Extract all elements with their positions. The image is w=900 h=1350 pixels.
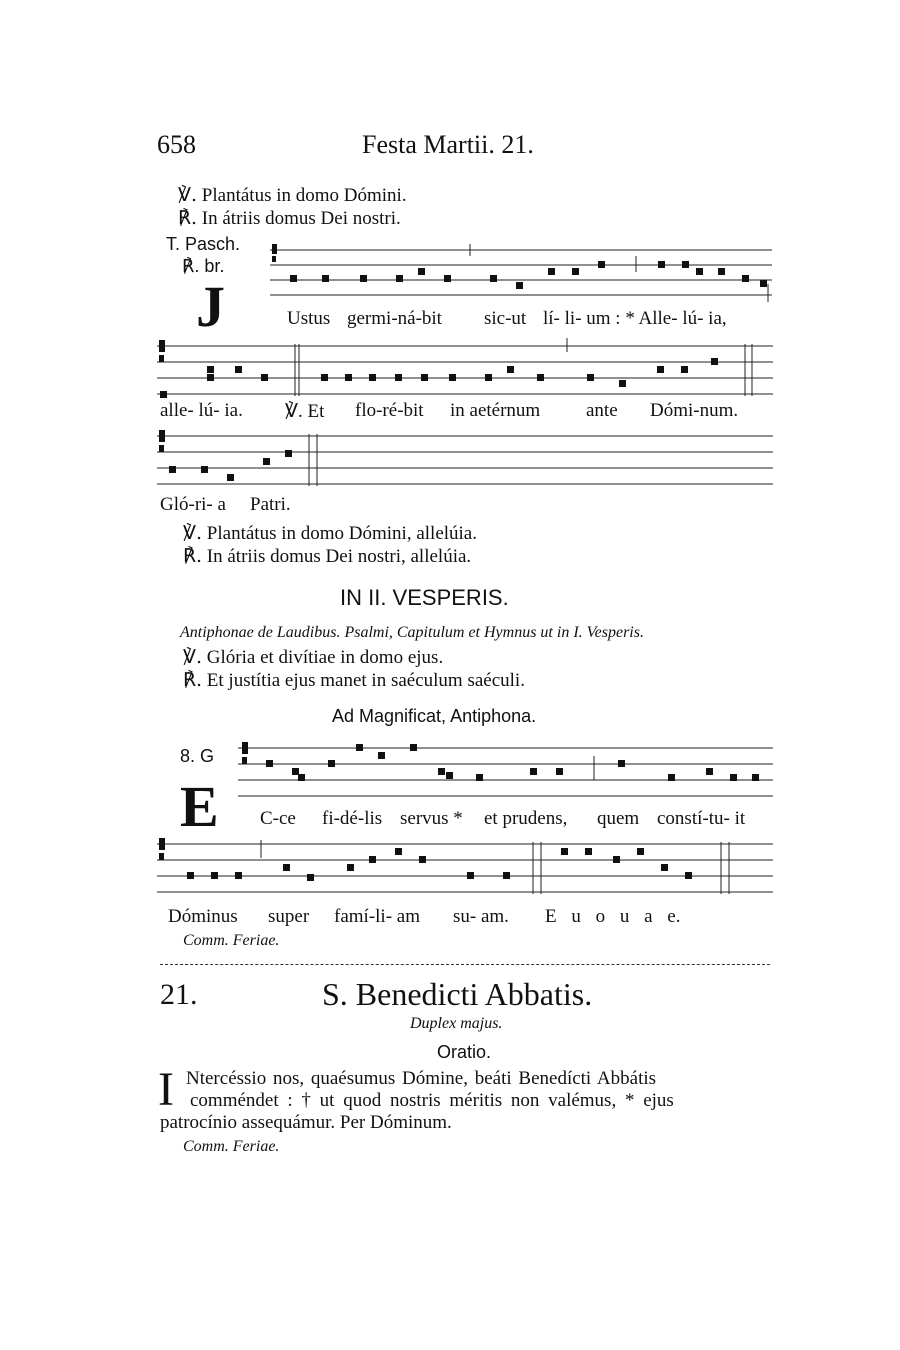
- music-staff-5: [157, 836, 775, 898]
- oratio-text-line: comméndet : † ut quod nostris méritis non valémus, * ejus: [190, 1090, 674, 1111]
- drop-cap-e: E: [180, 774, 219, 839]
- versicle-symbol: ℣.: [183, 522, 203, 544]
- drop-cap-i: I: [158, 1063, 174, 1116]
- response-line: [183, 545, 471, 568]
- versicle-line: [183, 522, 477, 545]
- versicle-line: [183, 646, 443, 669]
- lyric-syllable: germi-ná-bit: [347, 308, 442, 329]
- music-staff-4: [238, 740, 775, 806]
- response-symbol: ℟.: [178, 207, 198, 229]
- lyric-syllable: C-ce: [260, 808, 296, 829]
- lyric-syllable: Gló-ri- a: [160, 494, 226, 515]
- page-number: 658: [157, 130, 196, 159]
- lyric-syllable: lí- li- um : * Alle- lú- ia,: [543, 308, 727, 329]
- lyric-syllable: quem: [597, 808, 640, 829]
- lyric-syllable: fi-dé-lis: [322, 808, 383, 829]
- feast-day-number: 21.: [160, 978, 198, 1011]
- feast-title: S. Benedicti Abbatis.: [322, 976, 593, 1012]
- running-title: Festa Martii. 21.: [362, 130, 534, 159]
- commemoration-note: Comm. Feriae.: [183, 1138, 280, 1155]
- lyric-syllable: servus *: [400, 808, 463, 829]
- response-symbol: ℟.: [183, 545, 203, 567]
- lyric-syllable: ante: [586, 400, 618, 421]
- lyric-syllable: flo-ré-bit: [355, 400, 424, 421]
- drop-cap-j: J: [196, 274, 225, 339]
- lyric-syllable: Patri.: [250, 494, 291, 515]
- response-line: [178, 207, 401, 230]
- lyric-syllable: super: [268, 906, 310, 927]
- oratio-text-line: Ntercéssio nos, quaésumus Dómine, beáti Benedícti Abbátis: [186, 1068, 657, 1089]
- rubric: Antiphonae de Laudibus. Psalmi, Capitulum et Hymnus ut in I. Vesperis.: [180, 624, 644, 641]
- response-text: In átriis domus Dei nostri.: [201, 208, 401, 229]
- oratio-text-line: patrocínio assequámur. Per Dóminum.: [160, 1112, 452, 1133]
- section-heading: IN II. VESPERIS.: [340, 585, 509, 610]
- versicle-symbol: ℣.: [178, 184, 198, 206]
- versicle-symbol: ℣.: [183, 646, 203, 668]
- response-text: Et justítia ejus manet in saéculum saéculi.: [206, 670, 525, 691]
- lyric-syllable: in aetérnum: [450, 400, 541, 421]
- lyric-syllable: su- am.: [453, 906, 509, 927]
- lyric-syllable: alle- lú- ia.: [160, 400, 243, 421]
- paschal-label: T. Pasch.: [166, 234, 241, 254]
- music-staff-3: [157, 428, 775, 490]
- antiphon-title: Ad Magnificat, Antiphona.: [332, 706, 537, 726]
- versicle-text: Plantátus in domo Dómini, allelúia.: [206, 523, 477, 544]
- lyric-syllable: E u o u a e.: [545, 906, 681, 927]
- lyric-syllable: sic-ut: [484, 308, 527, 329]
- feast-rank: Duplex majus.: [410, 1015, 503, 1032]
- versicle-text: Plantátus in domo Dómini.: [201, 185, 407, 206]
- response-symbol: ℟.: [183, 669, 203, 691]
- music-staff-1: [260, 244, 775, 304]
- versicle-text: Glória et divítiae in domo ejus.: [206, 647, 444, 668]
- mode-label: 8. G: [180, 746, 215, 766]
- section-divider: [160, 964, 770, 965]
- versicle-line: [178, 184, 407, 207]
- lyric-syllable: constí-tu- it: [657, 808, 746, 829]
- responsory-brief-label: ℟. br.: [182, 256, 225, 276]
- response-line: [183, 669, 525, 692]
- music-staff-2: [157, 338, 775, 402]
- lyric-syllable: famí-li- am: [334, 906, 420, 927]
- lyric-syllable: Dómi-num.: [650, 400, 739, 421]
- lyric-syllable: ℣. Et: [285, 401, 325, 422]
- lyric-syllable: Dóminus: [168, 906, 238, 927]
- lyric-syllable: et prudens,: [484, 808, 568, 829]
- oratio-heading: Oratio.: [437, 1042, 492, 1062]
- commemoration-note: Comm. Feriae.: [183, 932, 280, 949]
- response-text: In átriis domus Dei nostri, allelúia.: [206, 546, 472, 567]
- lyric-syllable: Ustus: [287, 308, 331, 329]
